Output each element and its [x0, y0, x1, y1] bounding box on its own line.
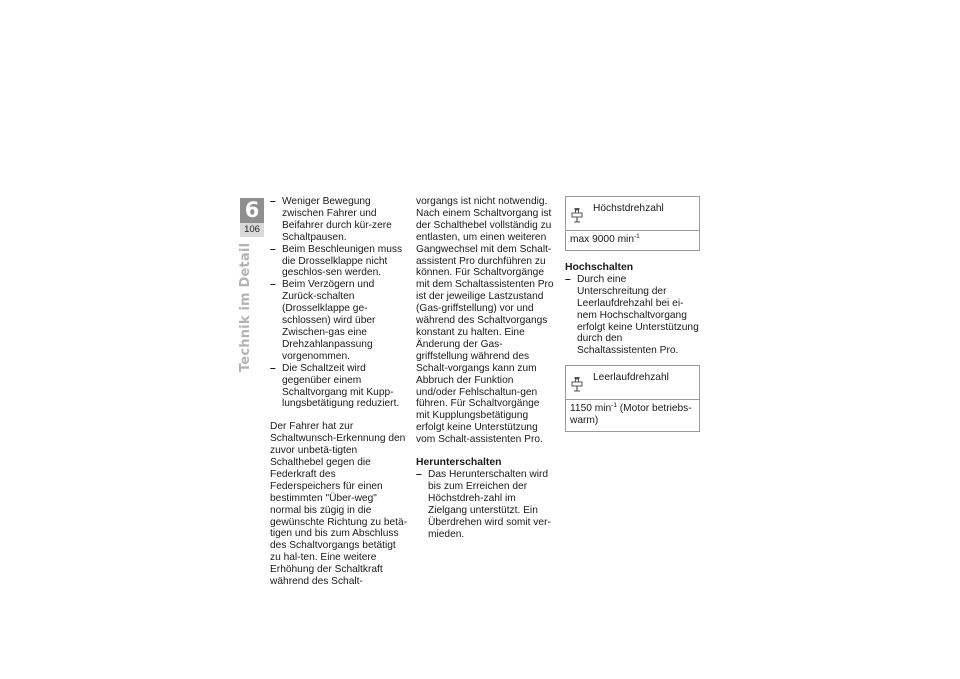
list-item: – Das Herunterschalten wird bis zum Erreichen der Höchstdreh-zahl im Zielgang unterstützt. Ein Überdrehen wird somit ver-mieden.: [416, 469, 554, 540]
spec-box-header: [566, 197, 699, 231]
upshift-list: [565, 274, 700, 357]
body-paragraph: vorgangs ist nicht notwendig. Nach einem Schaltvorgang ist der Schalthebel vollständig zu entlasten, um einen weiteren Gangwechsel mit dem Schalt-assistent Pro durchführen zu können. Für Schaltvorgänge mit dem Schaltassistenten Pro ist der jeweilige Lastzustand (Gas-griffstellung) vor und während des Schaltvorgangs konstant zu halten. Eine Änderung der Gas-griffstellung während des Schalt-vorgangs kann zum Abbruch der Funktion und/oder Fehlschaltun-gen führen. Für Schaltvorgänge mit Kupplungsbetätigung erfolgt keine Unterstützung vom Schalt-assistenten Pro.: [416, 196, 554, 446]
spec-box-header: [566, 366, 699, 400]
downshift-list: [416, 469, 554, 540]
body-paragraph: Der Fahrer hat zur Schaltwunsch-Erkennung den zuvor unbetä-tigten Schalthebel gegen die Federkraft des Federspeichers für einen bestimmten "Über-weg" normal bis zügig in die gewünschte Richtung zu betä-tigen und bis zum Abschluss des Schaltvorgangs betätigt zu hal-ten. Eine weitere Erhöhung der Schaltkraft während des Schalt-: [270, 421, 408, 588]
benefit-list: [270, 196, 408, 410]
list-item: – Beim Verzögern und Zurück-schalten (Drosselklappe ge-schlossen) wird über Zwischen-gas eine Drehzahlanpassung vorgenommen.: [270, 279, 408, 362]
column-3: [565, 196, 700, 432]
list-item: – Weniger Bewegung zwischen Fahrer und Beifahrer durch kür-zere Schaltpausen.: [270, 196, 408, 244]
list-item: – Beim Beschleunigen muss die Drosselklappe nicht geschlos-sen werden.: [270, 244, 408, 280]
page-number: 106: [240, 223, 264, 237]
spec-box-idle-rpm: [565, 365, 700, 432]
spec-box-max-rpm: [565, 196, 700, 251]
section-heading-herunterschalten: Herunterschalten: [416, 457, 502, 469]
spec-label: Leerlaufdrehzahl: [593, 372, 669, 384]
column-2: [416, 196, 554, 540]
spec-value: max 9000 $\min^{-1}$: [570, 233, 640, 245]
engine-spec-icon: [571, 376, 583, 392]
section-heading-hochschalten: Hochschalten: [565, 261, 634, 273]
chapter-title: Technik im Detail: [238, 242, 253, 372]
chapter-number: 6: [240, 198, 264, 223]
spec-value: 1150 $\min^{-1}$ (Motor betriebs-warm): [570, 402, 692, 427]
column-1: [270, 196, 408, 588]
spec-label: Höchstdrehzahl: [593, 203, 664, 214]
list-item: – Die Schaltzeit wird gegenüber einem Schaltvorgang mit Kupp-lungsbetätigung reduziert.: [270, 363, 408, 411]
chapter-tab: [240, 198, 264, 237]
list-item: – Durch eine Unterschreitung der Leerlaufdrehzahl bei ei-nem Hochschaltvorgang erfolgt keine Unterstützung durch den Schaltassistenten Pro.: [565, 274, 700, 357]
engine-spec-icon: [571, 207, 583, 223]
